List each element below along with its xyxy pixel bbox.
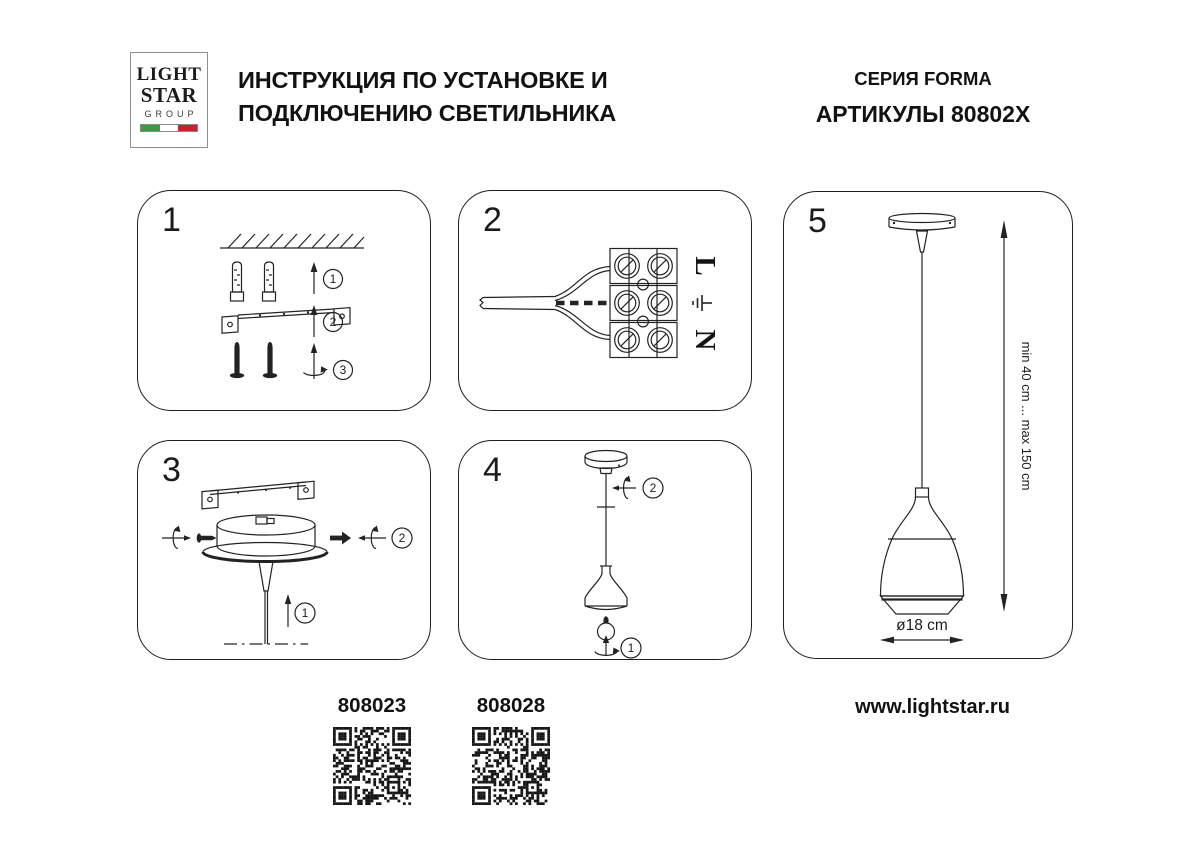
logo-word-group: GROUP [144,109,198,119]
svg-text:1: 1 [627,641,635,655]
article-code-2: 808028 [476,694,546,717]
fixings-drawing [138,191,430,410]
diameter-dimension [880,617,964,643]
svg-text:2: 2 [649,481,657,495]
series-label: СЕРИЯ FORMA [854,68,992,89]
panel-4-number: 4 [483,451,502,489]
flag-white-stripe [160,125,179,131]
panel-step-3 [137,440,431,660]
article-code-1: 808023 [337,694,407,717]
screw-turn-icon-right [358,525,386,548]
canopy-mounting-drawing [138,441,430,659]
qr-code-808028 [472,727,550,805]
dimensions-drawing [784,192,1072,658]
panel-step-5 [783,191,1073,659]
step-1-arrow [311,262,318,294]
step-2-badge [392,528,412,548]
screw-icon [230,342,277,378]
step-1-arrow [285,594,291,627]
title-line-2: ПОДКЛЮЧЕНИЮ СВЕТИЛЬНИКА [238,100,616,126]
step-1-badge [621,638,641,658]
step-2-badge [643,478,663,498]
articles-label: АРТИКУЛЫ 80802X [815,101,1031,127]
svg-text:2: 2 [329,315,337,329]
wiring-drawing [459,191,751,410]
panel-1-number: 1 [162,201,181,239]
page-title [238,64,616,130]
label-live: L [689,256,721,276]
step-1-badge [295,603,315,623]
panel-step-1 [137,190,431,411]
panel-5-number: 5 [808,202,827,240]
screw-icon-left [197,533,217,542]
shade-assembly-drawing [459,441,751,659]
panel-3-number: 3 [162,451,181,489]
step-1-badge [324,270,343,289]
flag-red-stripe [178,125,197,131]
lamp-shade [585,566,627,610]
title-line-1: ИНСТРУКЦИЯ ПО УСТАНОВКЕ И [238,67,608,93]
power-cable [480,267,610,340]
label-neutral: N [689,329,721,351]
suspension-cord [597,474,615,567]
step-2-badge [324,313,343,332]
diameter-label: ø18 cm [896,617,948,634]
logo-word-light: LIGHT [136,64,202,85]
canopy-drawing [585,451,627,474]
ceiling-hatch [220,234,364,248]
flag-green-stripe [141,125,160,131]
wall-plug-icon [231,262,276,301]
direction-arrow-right [330,532,351,545]
website-url: www.lightstar.ru [855,696,1010,718]
label-earth-icon [693,295,712,311]
svg-text:2: 2 [398,531,406,545]
screw-turn-icon [304,343,328,379]
screw-turn-icon-bottom [595,635,620,656]
svg-text:1: 1 [301,606,309,620]
step-3-badge [334,361,353,380]
mounting-bracket-icon [202,481,314,509]
logo-word-star: STAR [140,83,198,107]
qr-code-808023 [333,727,411,805]
terminal-block [610,248,677,358]
panel-step-2 [458,190,752,411]
svg-text:3: 3 [339,363,347,377]
panel-2-number: 2 [483,201,502,239]
height-range-label: min 40 cm ... max 150 cm [1019,341,1034,491]
lightstar-logo [130,52,208,148]
series-header [783,68,1063,128]
height-dimension [1001,220,1034,612]
screw-turn-icon-left [162,525,191,548]
italian-flag-icon [140,124,198,132]
svg-text:1: 1 [329,272,337,286]
canopy-drawing [203,515,327,644]
screw-turn-icon-top [612,475,636,498]
pendant-lamp-drawing [881,214,964,615]
panel-step-4 [458,440,752,660]
